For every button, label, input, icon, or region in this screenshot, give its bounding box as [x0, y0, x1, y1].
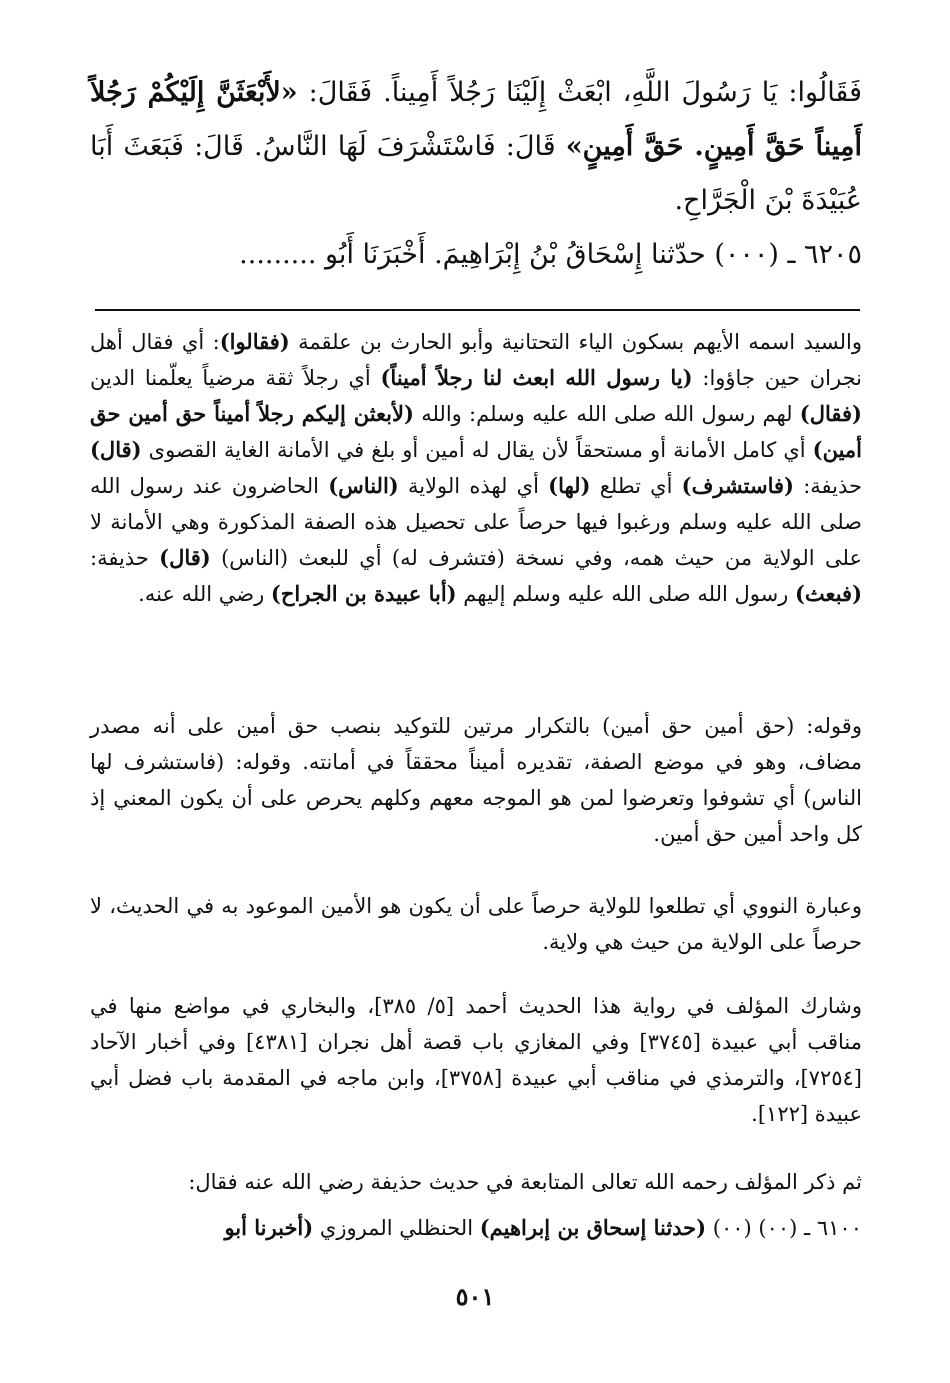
commentary-bold-quote: (قال) — [90, 437, 142, 462]
hadith-6100-text: الحنظلي المروزي — [313, 1216, 480, 1240]
commentary-paragraph-6 — [90, 1210, 862, 1246]
commentary-text-segment: أي لهذه الولاية — [398, 474, 549, 498]
commentary-bold-quote: (فقالوا) — [219, 329, 290, 354]
page-number: ٥٠١ — [455, 1282, 495, 1311]
commentary-bold-quote: (يا رسول الله ابعث لنا رجلاً أميناً) — [380, 365, 693, 390]
commentary-text-segment: حذيفة: — [90, 546, 160, 570]
commentary-paragraph-5: ثم ذكر المؤلف رحمه الله تعالى المتابعة في حديث حذيفة رضي الله عنه فقال: — [188, 1170, 862, 1194]
commentary-bold-quote: (فاستشرف) — [681, 473, 794, 498]
hadith-text-part-2: قَالَ: فَاسْتَشْرَفَ لَهَا النَّاسُ. قَالَ: فَبَعَثَ أَبَا عُبَيْدَةَ بْنَ الْجَرَّاحِ. — [90, 131, 862, 216]
commentary-text-segment: رسول الله صلى الله عليه وسلم إليهم — [456, 582, 795, 606]
commentary-text-segment: رضي الله عنه. — [138, 582, 271, 606]
commentary-text-segment: : أي فقال أهل نجران حين جاؤوا: — [90, 330, 862, 390]
commentary-text-segment: حذيفة: — [793, 474, 863, 498]
commentary-paragraph-3: وعبارة النووي أي تطلعوا للولاية حرصاً على أن يكون هو الأمين الموعود به في الحديث، لا حرصاً على الولاية من حيث هي ولاية. — [90, 894, 862, 954]
commentary-text-segment: أي تطلع — [590, 474, 682, 498]
hadith-text-part-1: فَقَالُوا: يَا رَسُولَ اللَّهِ، ابْعَثْ إِلَيْنَا رَجُلاً أَمِيناً. فَقَالَ: — [297, 77, 862, 108]
hadith-text-bold: «لأَبْعَثَنَّ إِلَيْكُمْ رَجُلاً أَمِيناً حَقَّ أَمِينٍ. حَقَّ أَمِينٍ» — [90, 77, 863, 162]
commentary-paragraph-1 — [90, 324, 862, 612]
commentary-paragraph-4: وشارك المؤلف في رواية هذا الحديث أحمد [٥/ ٣٨٥]، والبخاري في مواضع منها في مناقب أبي عبيدة [٣٧٤٥] وفي المغازي باب قصة أهل نجران [٤٣٨١] وفي أخبار الآحاد [٧٢٥٤]، والترمذي في مناقب أبي عبيدة [٣٧٥٨]، وابن ماجه في المقدمة باب فضل أبي عبيدة [١٢٢]. — [90, 994, 862, 1126]
hadith-6100-narrator: (حدثنا إسحاق بن إبراهيم) — [479, 1215, 707, 1240]
hadith-text — [90, 66, 862, 228]
commentary-bold-quote: (لها) — [548, 473, 591, 498]
hadith-6205-line: ٦٢٠٥ ـ (٠٠٠) حدّثنا إِسْحَاقُ بْنُ إِبْرَاهِيمَ. أَخْبَرَنَا أَبُو ......... — [239, 239, 862, 270]
hadith-6100-next: (أخبرنا أبو — [224, 1215, 314, 1240]
commentary-bold-quote: (لأبعثن إليكم رجلاً أميناً حق أمين حق أمين) — [90, 401, 862, 462]
hadith-6100-number: ٦١٠٠ ـ (٠٠) (٠٠) — [706, 1216, 862, 1240]
commentary-text-segment: أي رجلاً ثقة مرضياً يعلّمنا الدين — [90, 366, 381, 390]
commentary-bold-quote: (قال) — [159, 545, 211, 570]
commentary-paragraph-2: وقوله: (حق أمين حق أمين) بالتكرار مرتين للتوكيد بنصب حق أمين على أنه مصدر مضاف، وهو في موضع الصفة، تقديره أميناً محققاً في أمانته. وقوله: (فاستشرف لها الناس) أي تشوفوا وتعرضوا لمن هو الموجه معهم وكلهم يحرص على أن يكون المعني إذ كل واحد أمين حق أمين. — [90, 714, 862, 846]
commentary-bold-quote: (أبا عبيدة بن الجراح) — [270, 581, 457, 606]
commentary-text-segment: لهم رسول الله صلى الله عليه وسلم: والله — [413, 402, 800, 426]
commentary-text-segment: والسيد اسمه الأيهم بسكون الياء التحتانية وأبو الحارث بن علقمة — [289, 330, 862, 354]
commentary-text-segment: الحاضرون عند رسول الله صلى الله عليه وسلم ورغبوا فيها حرصاً على تحصيل هذه الصفة المذكورة وهي الأمانة لا على الولاية من حيث همه، وفي نسخة (فتشرف له) أي للبعث (الناس) — [90, 474, 862, 570]
commentary-bold-quote: (فقال) — [799, 401, 862, 426]
commentary-text-segment: أي كامل الأمانة أو مستحقاً لأن يقال له أمين أو بلغ في الأمانة الغاية القصوى — [141, 438, 813, 462]
commentary-bold-quote: (الناس) — [328, 473, 399, 498]
footnote-divider — [95, 309, 860, 311]
commentary-bold-quote: (فبعث) — [795, 581, 862, 606]
